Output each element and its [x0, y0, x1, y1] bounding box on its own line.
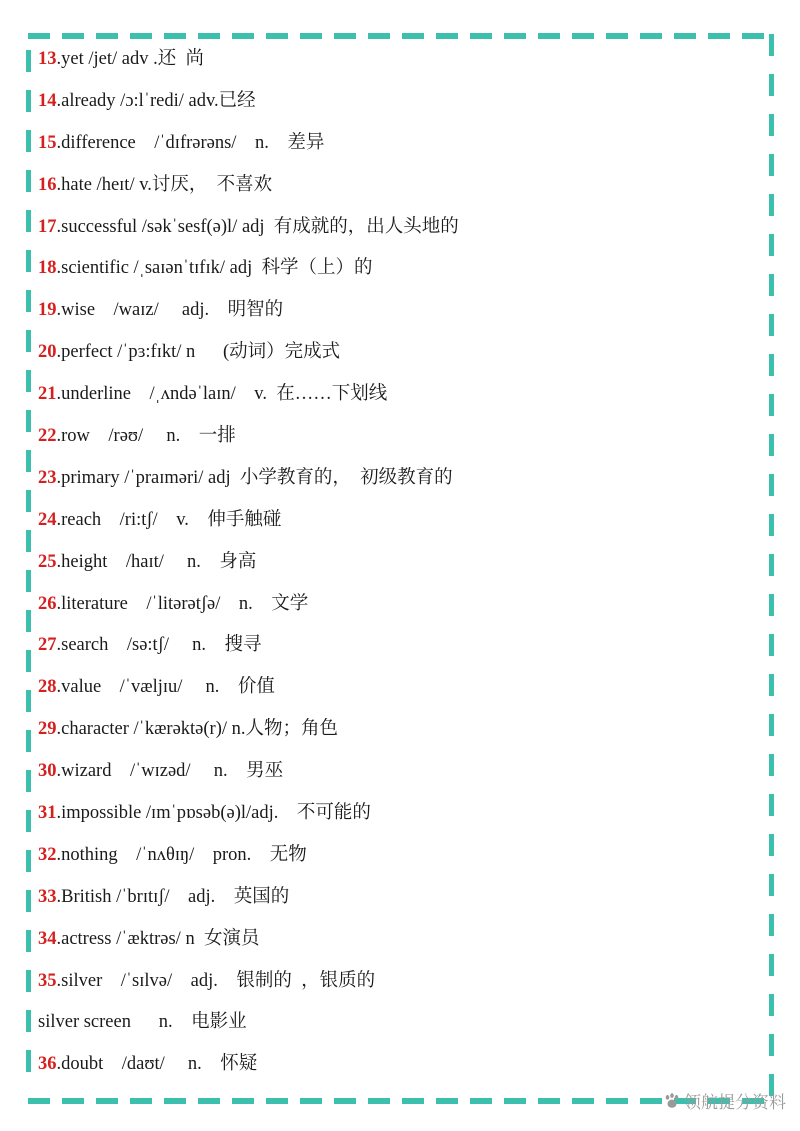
paw-icon [663, 1092, 681, 1110]
border-dash [26, 930, 31, 952]
border-dash [28, 1098, 50, 1104]
entry-number: 18 [38, 258, 57, 279]
border-dash [769, 514, 774, 536]
border-dash [26, 90, 31, 112]
list-item [38, 499, 758, 541]
entry-number: 23 [38, 467, 57, 488]
list-item [38, 876, 758, 918]
list-item [38, 1001, 758, 1043]
entry-text: .actress /ˈæktrəs/ n 女演员 [56, 928, 260, 949]
border-dash [769, 474, 774, 496]
list-item [38, 80, 758, 122]
entry-text: .wise /waɪz/ adj. 明智的 [56, 300, 284, 321]
border-dash [769, 234, 774, 256]
entry-number: 15 [38, 132, 57, 153]
list-item [38, 415, 758, 457]
entry-text: .row /rəʊ/ n. 一排 [56, 426, 236, 447]
border-dash [26, 890, 31, 912]
entry-number: 22 [38, 426, 57, 447]
entry-text: .underline /ˌʌndəˈlaɪn/ v. 在……下划线 [56, 384, 388, 405]
entry-text: .yet /jet/ adv .还 尚 [56, 49, 204, 69]
list-item [38, 750, 758, 792]
entry-text: .height /haɪt/ n. 身高 [56, 551, 257, 572]
list-item [38, 247, 758, 289]
entry-number: 29 [38, 719, 57, 740]
entry-number: 14 [38, 90, 57, 111]
border-dash [572, 1098, 594, 1104]
border-dash [769, 74, 774, 96]
list-item [38, 289, 758, 331]
border-dash [26, 50, 31, 72]
border-dash [26, 450, 31, 472]
entry-text: .difference /ˈdɪfrərəns/ n. 差异 [56, 132, 325, 153]
border-dash [769, 674, 774, 696]
entry-text: .doubt /daʊt/ n. 怀疑 [56, 1054, 258, 1075]
watermark-text: 领航提分资料 [684, 1093, 786, 1113]
border-dash [769, 194, 774, 216]
border-dash [769, 354, 774, 376]
list-item [38, 331, 758, 373]
border-dash [769, 714, 774, 736]
border-dash [26, 850, 31, 872]
watermark [663, 1088, 786, 1113]
border-dash [402, 1098, 424, 1104]
border-dash [769, 794, 774, 816]
entry-number: 20 [38, 342, 57, 363]
border-dash [26, 1010, 31, 1032]
border-dash [769, 394, 774, 416]
border-dash [130, 1098, 152, 1104]
list-item [38, 373, 758, 415]
entry-number: 36 [38, 1054, 57, 1075]
list-item [38, 164, 758, 206]
entry-text: .search /sə:tʃ/ n. 搜寻 [56, 635, 262, 656]
border-dash [26, 370, 31, 392]
list-item [38, 960, 758, 1002]
border-dash [26, 330, 31, 352]
entry-number: 21 [38, 384, 57, 405]
border-dash [769, 114, 774, 136]
border-dash [26, 650, 31, 672]
border-dash [164, 1098, 186, 1104]
entry-text: .character /ˈkærəktə(r)/ n.人物；角色 [56, 719, 339, 740]
list-item [38, 457, 758, 499]
border-dash [26, 410, 31, 432]
border-dash [769, 994, 774, 1016]
border-dash [26, 810, 31, 832]
list-item [38, 666, 758, 708]
border-dash [769, 554, 774, 576]
list-item [38, 583, 758, 625]
border-dash [436, 1098, 458, 1104]
border-dash [368, 1098, 390, 1104]
entry-text: .hate /heɪt/ v.讨厌， 不喜欢 [56, 174, 273, 195]
list-item [38, 206, 758, 248]
entry-text: .literature /ˈlitərətʃə/ n. 文学 [56, 593, 309, 614]
entry-text: .scientific /ˌsaɪənˈtɪfɪk/ adj 科学（上）的 [56, 258, 373, 279]
border-dash [26, 490, 31, 512]
border-dash [769, 594, 774, 616]
border-dash [769, 874, 774, 896]
entry-number: 13 [38, 49, 57, 69]
entry-text: .value /ˈvæljɪu/ n. 价值 [56, 677, 275, 698]
border-dash [232, 1098, 254, 1104]
entry-number: 31 [38, 803, 57, 824]
border-dash [26, 970, 31, 992]
entry-number: 25 [38, 551, 57, 572]
border-dash [198, 1098, 220, 1104]
entry-number: 16 [38, 174, 57, 195]
entry-number: 33 [38, 886, 57, 907]
entry-text: .successful /səkˈsesf(ə)l/ adj 有成就的，出人头地的 [56, 216, 459, 237]
border-dash [26, 170, 31, 192]
border-dash [300, 1098, 322, 1104]
border-dash [769, 434, 774, 456]
border-dash [26, 290, 31, 312]
border-dash [26, 1050, 31, 1072]
list-item [38, 1043, 758, 1085]
entry-text: .British /ˈbrɪtɪʃ/ adj. 英国的 [56, 886, 290, 907]
border-dash [538, 1098, 560, 1104]
list-item [38, 38, 758, 80]
border-dash [769, 34, 774, 56]
border-dash [26, 610, 31, 632]
border-dash [769, 954, 774, 976]
border-dash [26, 210, 31, 232]
border-dash [640, 1098, 662, 1104]
border-dash [606, 1098, 628, 1104]
entry-number: 35 [38, 970, 57, 991]
entry-number: 32 [38, 844, 57, 865]
entry-number: 28 [38, 677, 57, 698]
entry-number: 19 [38, 300, 57, 321]
entry-number: 24 [38, 509, 57, 530]
list-item [38, 708, 758, 750]
entry-text: .wizard /ˈwɪzəd/ n. 男巫 [56, 761, 284, 782]
entry-text: .impossible /ɪmˈpɒsəb(ə)l/adj. 不可能的 [56, 803, 371, 824]
border-dash [334, 1098, 356, 1104]
entry-text: .primary /ˈpraɪməri/ adj 小学教育的， 初级教育的 [56, 467, 453, 488]
list-item [38, 624, 758, 666]
entry-number: 27 [38, 635, 57, 656]
border-dash [769, 154, 774, 176]
border-dash [26, 570, 31, 592]
vocabulary-list [38, 38, 758, 1085]
entry-number: 26 [38, 593, 57, 614]
border-dash [504, 1098, 526, 1104]
list-item [38, 122, 758, 164]
border-dash [769, 314, 774, 336]
list-item [38, 792, 758, 834]
border-dash [769, 914, 774, 936]
border-dash [26, 130, 31, 152]
border-dash [96, 1098, 118, 1104]
entry-text: .reach /ri:tʃ/ v. 伸手触碰 [56, 509, 282, 530]
entry-text: .already /ɔ:lˈredi/ adv.已经 [56, 90, 256, 111]
entry-number: 34 [38, 928, 57, 949]
border-dash [26, 250, 31, 272]
border-dash [26, 690, 31, 712]
entry-number: 17 [38, 216, 57, 237]
entry-text: .silver /ˈsɪlvə/ adj. 银制的 ，银质的 [56, 970, 376, 991]
border-dash [769, 834, 774, 856]
entry-text: .perfect /ˈpɜ:fɪkt/ n (动词）完成式 [56, 342, 341, 363]
border-dash [470, 1098, 492, 1104]
entry-text: silver screen n. 电影业 [38, 1012, 247, 1033]
border-dash [769, 274, 774, 296]
list-item [38, 918, 758, 960]
list-item [38, 834, 758, 876]
border-dash [26, 730, 31, 752]
border-dash [26, 530, 31, 552]
list-item [38, 541, 758, 583]
border-dash [769, 1034, 774, 1056]
border-dash [26, 770, 31, 792]
border-dash [769, 634, 774, 656]
entry-number: 30 [38, 761, 57, 782]
border-dash [266, 1098, 288, 1104]
border-dash [769, 754, 774, 776]
entry-text: .nothing /ˈnʌθɪŋ/ pron. 无物 [56, 844, 307, 865]
border-dash [62, 1098, 84, 1104]
